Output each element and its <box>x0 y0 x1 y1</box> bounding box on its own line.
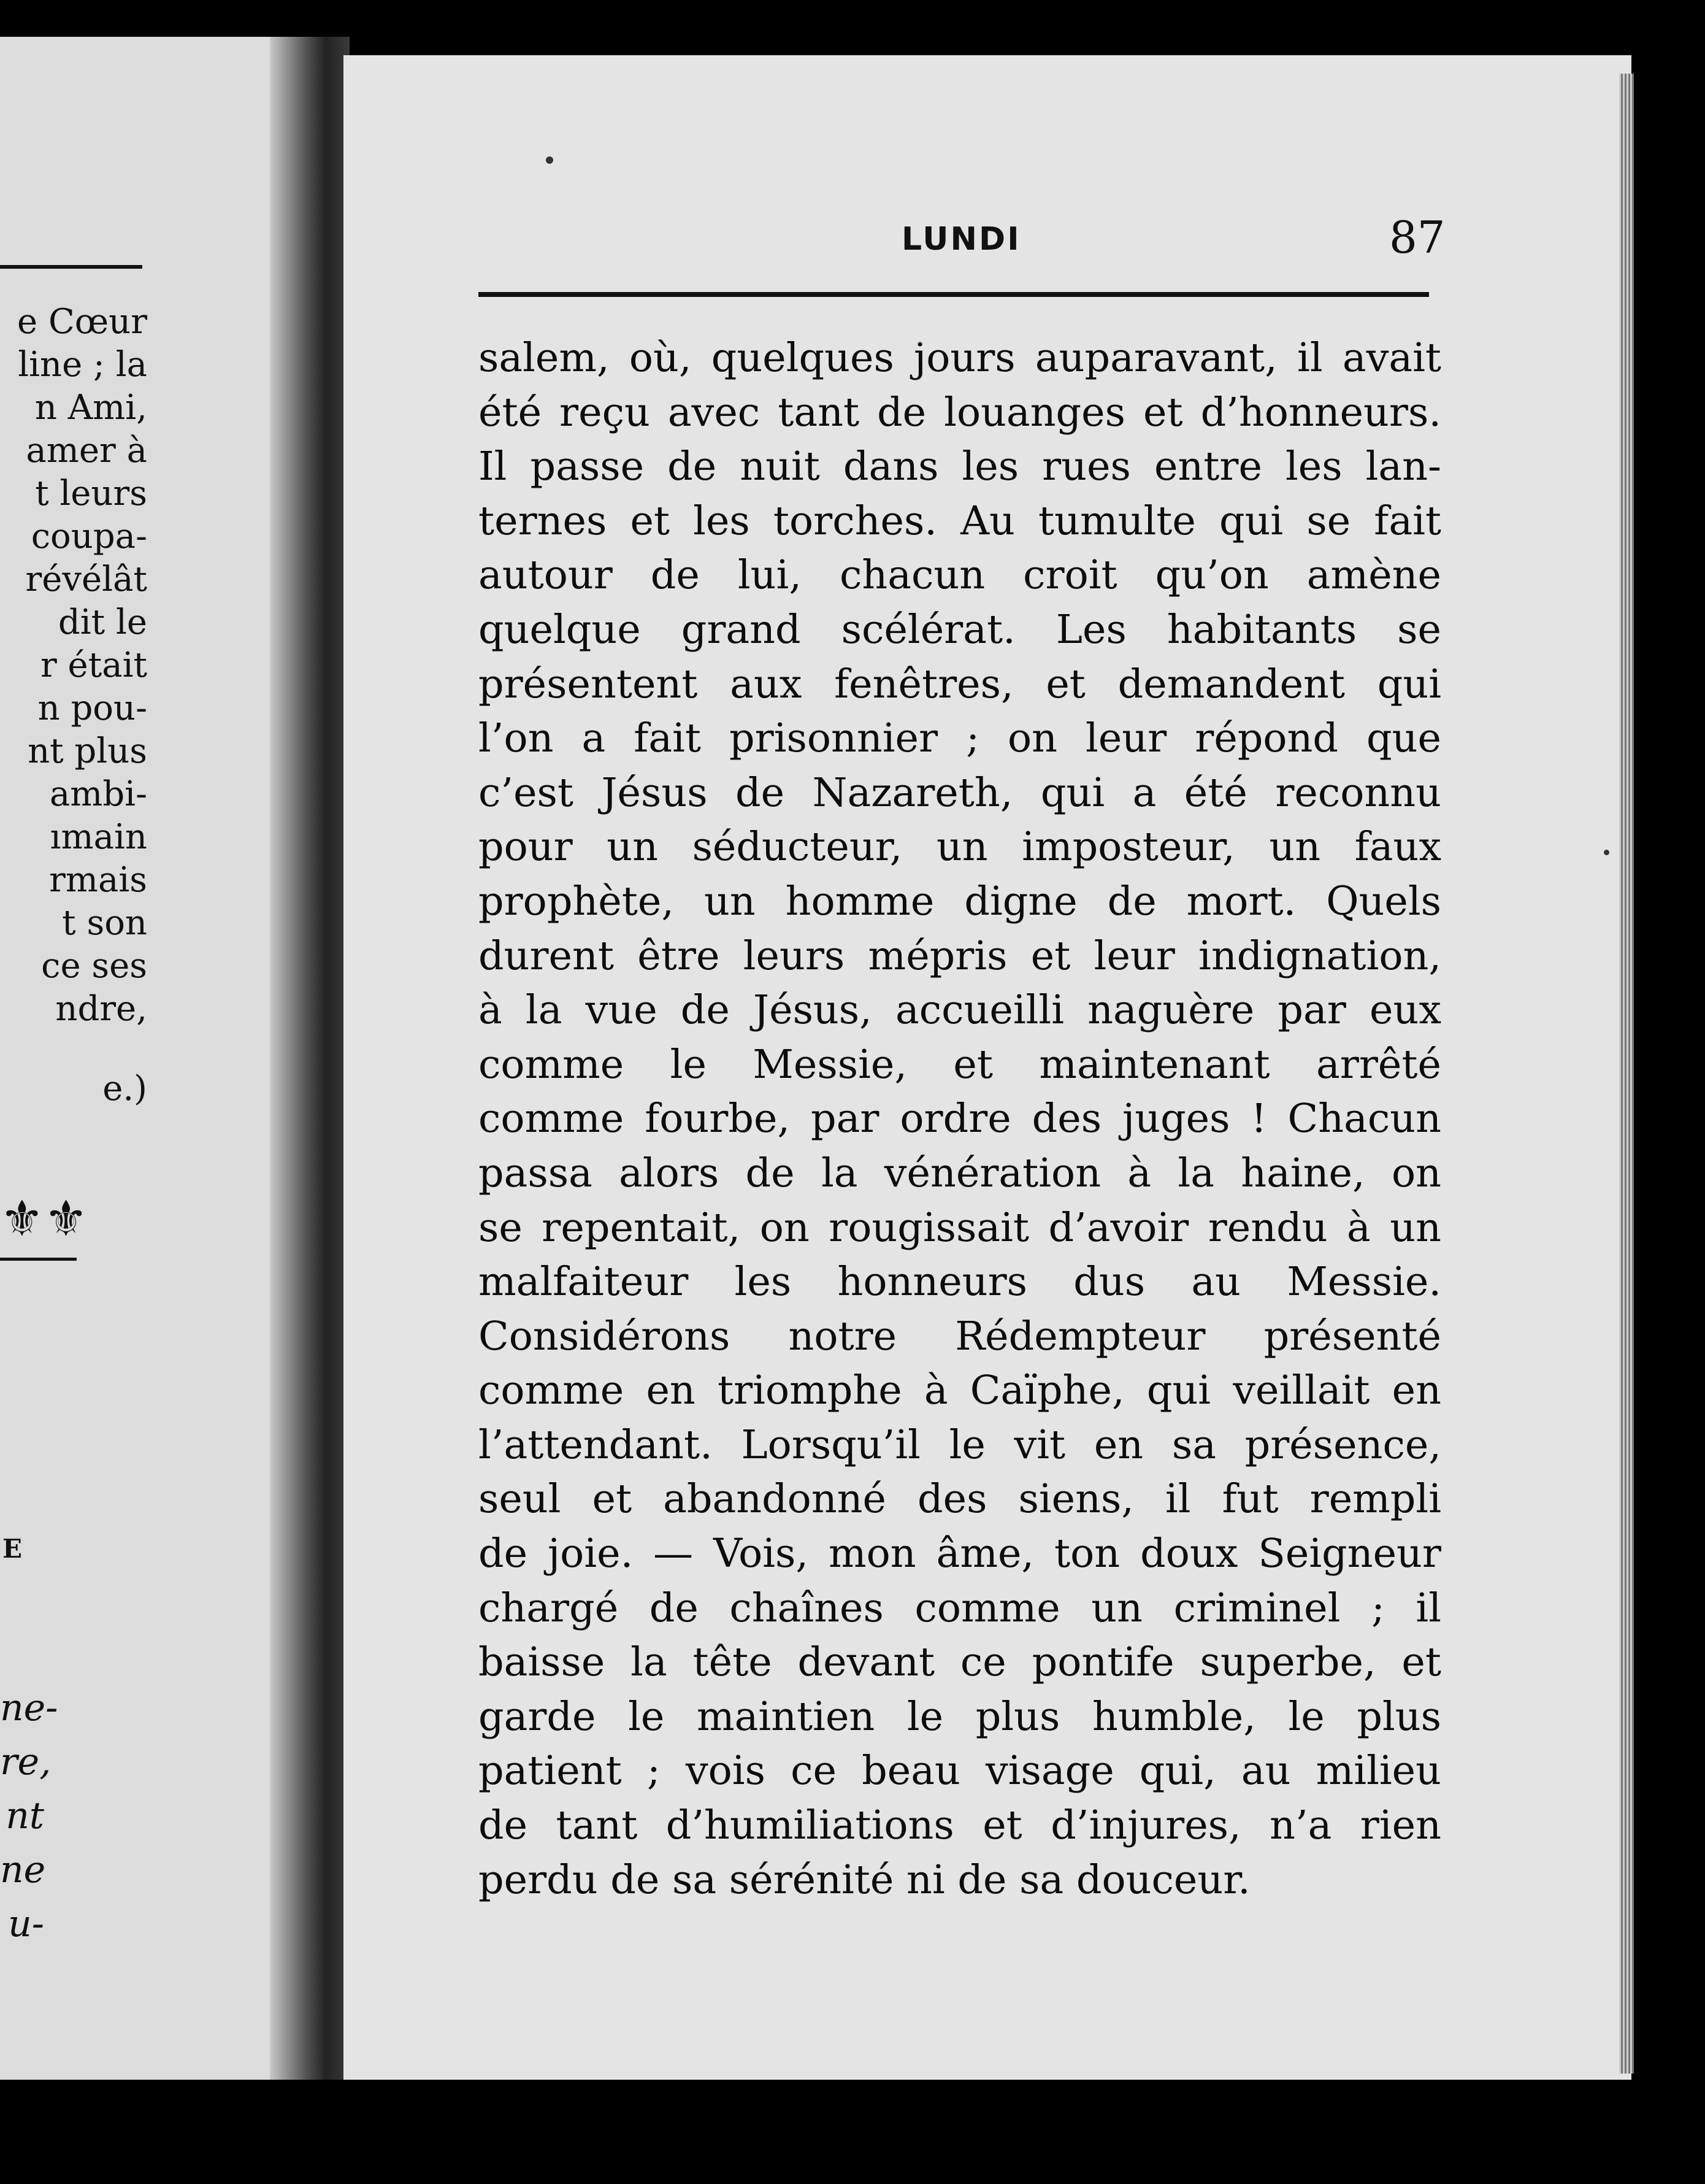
text-line: à la vue de Jésus, accueilli naguère par eux <box>478 987 1441 1034</box>
previous-page-line: rmais <box>49 860 147 900</box>
header-rule <box>478 292 1429 297</box>
text-line: prophète, un homme digne de mort. Quels <box>478 878 1441 925</box>
text-line: comme en triomphe à Caïphe, qui veillait en <box>478 1367 1441 1414</box>
text-line: durent être leurs mépris et leur indignation, <box>478 932 1441 979</box>
text-line: ternes et les torches. Au tumulte qui se fait <box>478 498 1441 544</box>
previous-page-line: ce ses <box>41 946 147 986</box>
text-line: l’attendant. Lorsqu’il le vit en sa présence, <box>478 1421 1441 1468</box>
text-line: passa alors de la vénération à la haine, on <box>478 1150 1441 1196</box>
text-line: quelque grand scélérat. Les habitants se <box>478 606 1441 653</box>
text-line: comme le Messie, et maintenant arrêté <box>478 1041 1441 1088</box>
previous-page-line: ne- <box>0 1686 58 1729</box>
body-text <box>478 331 1441 1907</box>
text-line: chargé de chaînes comme un criminel ; il <box>478 1585 1441 1631</box>
text-line: présentent aux fenêtres, et demandent qui <box>478 661 1441 707</box>
previous-page-line: ndre, <box>55 989 147 1029</box>
text-line: seul et abandonné des siens, il fut rempli <box>478 1476 1441 1523</box>
previous-page-line: u- <box>8 1902 44 1945</box>
previous-page-line: ımain <box>50 817 147 857</box>
text-line: comme fourbe, par ordre des juges ! Chacun <box>478 1096 1441 1142</box>
text-line: été reçu avec tant de louanges et d’honneurs. <box>478 389 1441 436</box>
text-line: garde le maintien le plus humble, le plus <box>478 1693 1441 1740</box>
page-edges <box>1619 74 1634 2074</box>
previous-page-line: r était <box>40 645 147 685</box>
ornament-rule <box>0 1258 77 1261</box>
previous-page-line: n Ami, <box>34 388 147 428</box>
previous-page-closing-line: e.) <box>102 1069 147 1109</box>
text-line: Considérons notre Rédempteur présenté <box>478 1313 1441 1359</box>
previous-page <box>0 37 294 2080</box>
fleuron-ornament: ⚜⚜ <box>0 1190 88 1247</box>
text-line: autour de lui, chacun croit qu’on amène <box>478 552 1441 599</box>
text-line: pour un séducteur, un imposteur, un faux <box>478 824 1441 871</box>
previous-page-line: dit le <box>58 602 147 642</box>
book-gutter <box>270 37 350 2080</box>
previous-page-text-top <box>0 301 147 1031</box>
print-speck <box>1604 850 1609 855</box>
text-line: perdu de sa sérénité ni de sa douceur. <box>478 1856 1251 1903</box>
text-line: malfaiteur les honneurs dus au Messie. <box>478 1259 1441 1305</box>
previous-page-section-letter: E <box>2 1534 23 1564</box>
previous-page-line: coupa- <box>31 517 147 556</box>
previous-page-line: e Cœur <box>17 302 147 342</box>
previous-page-line: re, <box>0 1740 52 1783</box>
text-line: de joie. — Vois, mon âme, ton doux Seigneur <box>478 1531 1441 1577</box>
previous-page-line: amer à <box>26 431 147 471</box>
previous-page-line: ambi- <box>49 774 147 814</box>
text-line: salem, où, quelques jours auparavant, il avait <box>478 335 1441 381</box>
text-line: baisse la tête devant ce pontife superbe, et <box>478 1639 1441 1686</box>
previous-page-line: line ; la <box>18 345 147 385</box>
previous-page-line: t leurs <box>35 474 147 513</box>
page-number: 87 <box>1389 212 1446 263</box>
text-line: se repentait, on rougissait d’avoir rendu à un <box>478 1204 1441 1251</box>
previous-page-text-bottom <box>0 1681 58 1951</box>
print-speck <box>546 156 553 164</box>
previous-page-line: nt <box>6 1794 44 1837</box>
text-line: l’on a fait prisonnier ; on leur répond que <box>478 715 1441 762</box>
text-line: Il passe de nuit dans les rues entre les lan- <box>478 444 1441 490</box>
text-line: patient ; vois ce beau visage qui, au milieu <box>478 1748 1441 1794</box>
previous-page-line: révélât <box>25 559 147 599</box>
text-line: c’est Jésus de Nazareth, qui a été reconnu <box>478 769 1441 816</box>
text-line: de tant d’humiliations et d’injures, n’a rien <box>478 1802 1441 1849</box>
previous-page-header-rule <box>0 265 142 269</box>
previous-page-line: nt plus <box>28 731 147 771</box>
previous-page-line: n pou- <box>37 688 147 728</box>
previous-page-line: t son <box>62 903 147 943</box>
running-head: LUNDI <box>902 221 1021 258</box>
previous-page-line: ne <box>0 1848 46 1891</box>
